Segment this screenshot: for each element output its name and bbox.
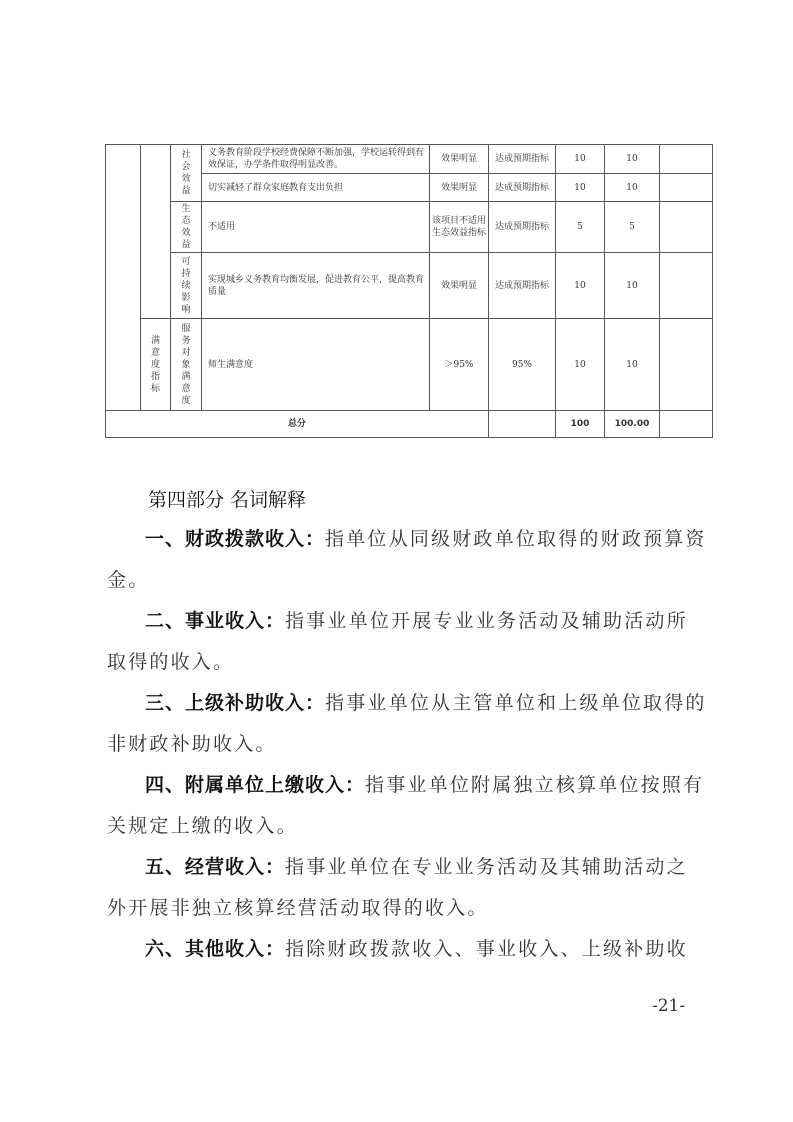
level2-cell: 服务对象满意度 — [171, 319, 202, 411]
total-actual — [489, 411, 556, 438]
score-cell: 10 — [605, 145, 660, 174]
note-cell — [660, 174, 713, 202]
level1-cell-blank — [106, 145, 141, 411]
content-cell: 不适用 — [202, 202, 430, 253]
definition-6 — [107, 929, 707, 970]
note-cell — [660, 202, 713, 253]
total-note — [660, 411, 713, 438]
definition-5 — [107, 847, 707, 929]
target-cell: 效果明显 — [430, 174, 489, 202]
definition-2 — [107, 601, 707, 683]
weight-cell: 10 — [556, 174, 605, 202]
definition-term: 二、事业收入： — [145, 610, 286, 632]
weight-cell: 10 — [556, 253, 605, 319]
total-weight: 100 — [556, 411, 605, 438]
total-score: 100.00 — [605, 411, 660, 438]
actual-cell: 达成预期指标 — [489, 202, 556, 253]
note-cell — [660, 319, 713, 411]
target-cell: ＞95% — [430, 319, 489, 411]
definition-term: 四、附属单位上缴收入： — [145, 774, 366, 796]
level1b-cell-blank — [141, 145, 171, 319]
definition-text: 指事业单位附属独立核算单位按照有关规定上缴的收入。 — [107, 774, 705, 837]
level1-cell: 满意度指标 — [141, 319, 171, 411]
definition-text: 指事业单位在专业业务活动及其辅助活动之外开展非独立核算经营活动取得的收入。 — [107, 856, 688, 919]
definition-term: 三、上级补助收入： — [145, 692, 326, 714]
total-row — [106, 411, 713, 438]
target-cell: 该项目不适用生态效益指标 — [430, 202, 489, 253]
level2-cell: 社会效益 — [171, 145, 202, 202]
definition-text: 指单位从同级财政单位取得的财政预算资金。 — [107, 528, 707, 591]
actual-cell: 达成预期指标 — [489, 145, 556, 174]
table-row — [106, 145, 713, 174]
score-cell: 10 — [605, 319, 660, 411]
weight-cell: 10 — [556, 145, 605, 174]
performance-table — [105, 144, 713, 438]
page-number: -21- — [652, 996, 686, 1016]
level2-cell: 可持续影响 — [171, 253, 202, 319]
table-row — [106, 253, 713, 319]
note-cell — [660, 253, 713, 319]
content-cell: 切实减轻了群众家庭教育支出负担 — [202, 174, 430, 202]
actual-cell: 达成预期指标 — [489, 174, 556, 202]
weight-cell: 10 — [556, 319, 605, 411]
definition-3 — [107, 683, 707, 765]
table-row — [106, 202, 713, 253]
actual-cell: 95% — [489, 319, 556, 411]
definition-term: 一、财政拨款收入： — [145, 528, 326, 550]
definition-text: 指除财政拨款收入、事业收入、上级补助收 — [285, 938, 688, 960]
total-label: 总分 — [106, 411, 489, 438]
score-cell: 10 — [605, 174, 660, 202]
definition-term: 五、经营收入： — [145, 856, 286, 878]
score-cell: 5 — [605, 202, 660, 253]
table-row — [106, 319, 713, 411]
definition-text: 指事业单位开展专业业务活动及辅助活动所取得的收入。 — [107, 610, 688, 673]
definition-4 — [107, 765, 707, 847]
note-cell — [660, 145, 713, 174]
level2-cell: 生态效益 — [171, 202, 202, 253]
content-cell: 师生满意度 — [202, 319, 430, 411]
score-cell: 10 — [605, 253, 660, 319]
target-cell: 效果明显 — [430, 145, 489, 174]
content-cell: 实现城乡义务教育均衡发展，促进教育公平，提高教育质量 — [202, 253, 430, 319]
target-cell: 效果明显 — [430, 253, 489, 319]
actual-cell: 达成预期指标 — [489, 253, 556, 319]
definition-term: 六、其他收入： — [145, 938, 286, 960]
definition-text: 指事业单位从主管单位和上级单位取得的非财政补助收入。 — [107, 692, 707, 755]
weight-cell: 5 — [556, 202, 605, 253]
definition-1 — [107, 519, 707, 601]
section-heading: 第四部分 名词解释 — [148, 489, 307, 511]
content-cell: 义务教育阶段学校经费保障不断加强，学校运转得到有效保证，办学条件取得明显改善。 — [202, 145, 430, 174]
